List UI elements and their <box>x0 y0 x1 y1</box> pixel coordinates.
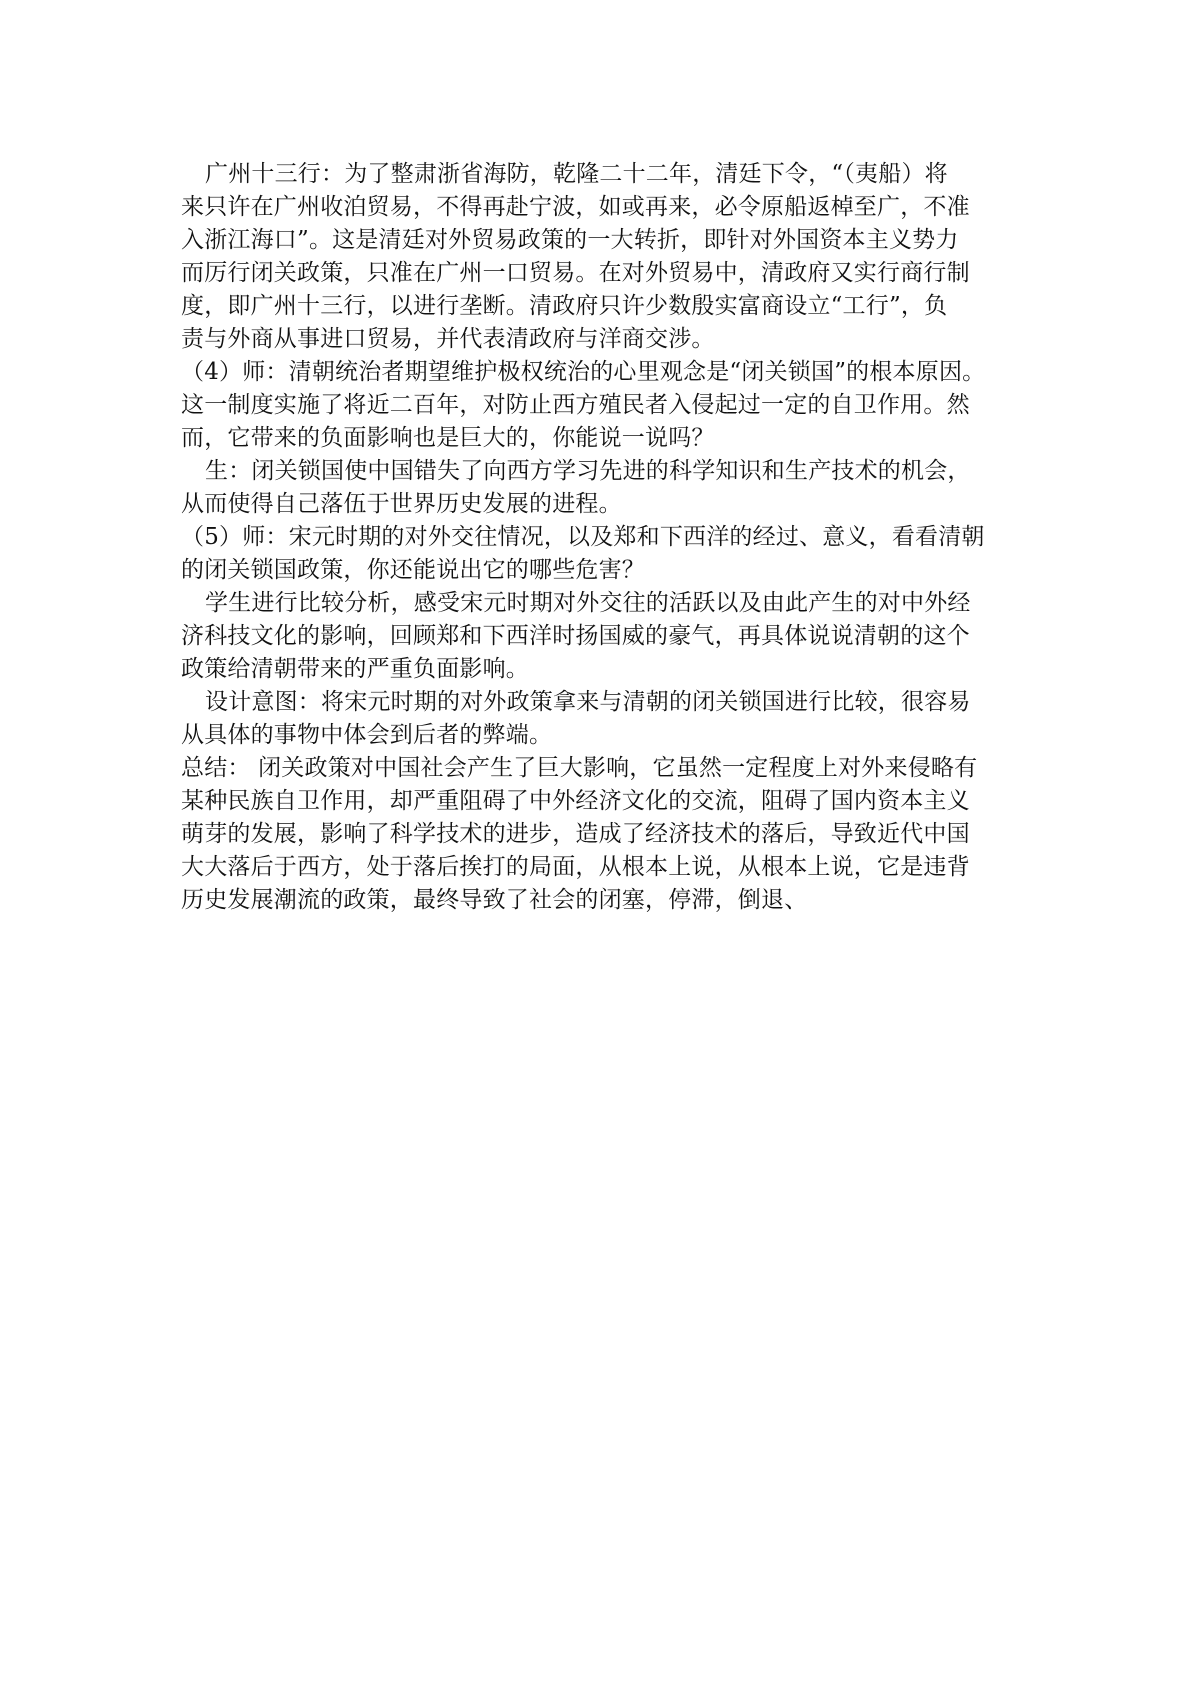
text-line: 入浙江海口”。这是清廷对外贸易政策的一大转折，即针对外国资本主义势力 <box>181 227 959 253</box>
text-line: 而厉行闭关政策，只准在广州一口贸易。在对外贸易中，清政府又实行商行制 <box>181 260 970 286</box>
text-line: 而，它带来的负面影响也是巨大的，你能说一说吗？ <box>181 425 715 451</box>
text-line: 某种民族自卫作用，却严重阻碍了中外经济文化的交流，阻碍了国内资本主义 <box>181 788 970 814</box>
text-line: 这一制度实施了将近二百年，对防止西方殖民者入侵起过一定的自卫作用。然 <box>181 392 970 418</box>
text-line: （4）师：清朝统治者期望维护极权统治的心里观念是“闭关锁国”的根本原因。 <box>181 359 986 385</box>
text-line: 设计意图：将宋元时期的对外政策拿来与清朝的闭关锁国进行比较，很容易 <box>205 689 971 715</box>
text-line: 责与外商从事进口贸易，并代表清政府与洋商交涉。 <box>181 326 715 352</box>
text-line: 学生进行比较分析，感受宋元时期对外交往的活跃以及由此产生的对中外经 <box>205 590 971 616</box>
text-line: 总结： 闭关政策对中国社会产生了巨大影响，它虽然一定程度上对外来侵略有 <box>181 755 978 781</box>
text-line: 的闭关锁国政策，你还能说出它的哪些危害？ <box>181 557 645 583</box>
text-line: 济科技文化的影响，回顾郑和下西洋时扬国威的豪气，再具体说说清朝的这个 <box>181 623 970 649</box>
text-line: （5）师：宋元时期的对外交往情况，以及郑和下西洋的经过、意义，看看清朝 <box>181 524 985 550</box>
text-line: 政策给清朝带来的严重负面影响。 <box>181 656 529 682</box>
text-line: 度，即广州十三行，以进行垄断。清政府只许少数殷实富商设立“工行”，负 <box>181 293 948 319</box>
text-line: 从而使得自己落伍于世界历史发展的进程。 <box>181 491 622 517</box>
text-line: 广州十三行：为了整肃浙省海防，乾隆二十二年，清廷下令，“（夷船）将 <box>205 161 948 187</box>
document-body <box>181 158 1041 917</box>
text-line: 生：闭关锁国使中国错失了向西方学习先进的科学知识和生产技术的机会， <box>205 458 971 484</box>
text-line: 萌芽的发展，影响了科学技术的进步，造成了经济技术的落后，导致近代中国 <box>181 821 970 847</box>
text-line: 来只许在广州收泊贸易，不得再赴宁波，如或再来，必令原船返棹至广，不准 <box>181 194 970 220</box>
text-line: 历史发展潮流的政策，最终导致了社会的闭塞，停滞，倒退、 <box>181 887 808 913</box>
text-line: 大大落后于西方，处于落后挨打的局面，从根本上说，从根本上说，它是违背 <box>181 854 970 880</box>
text-line: 从具体的事物中体会到后者的弊端。 <box>181 722 553 748</box>
